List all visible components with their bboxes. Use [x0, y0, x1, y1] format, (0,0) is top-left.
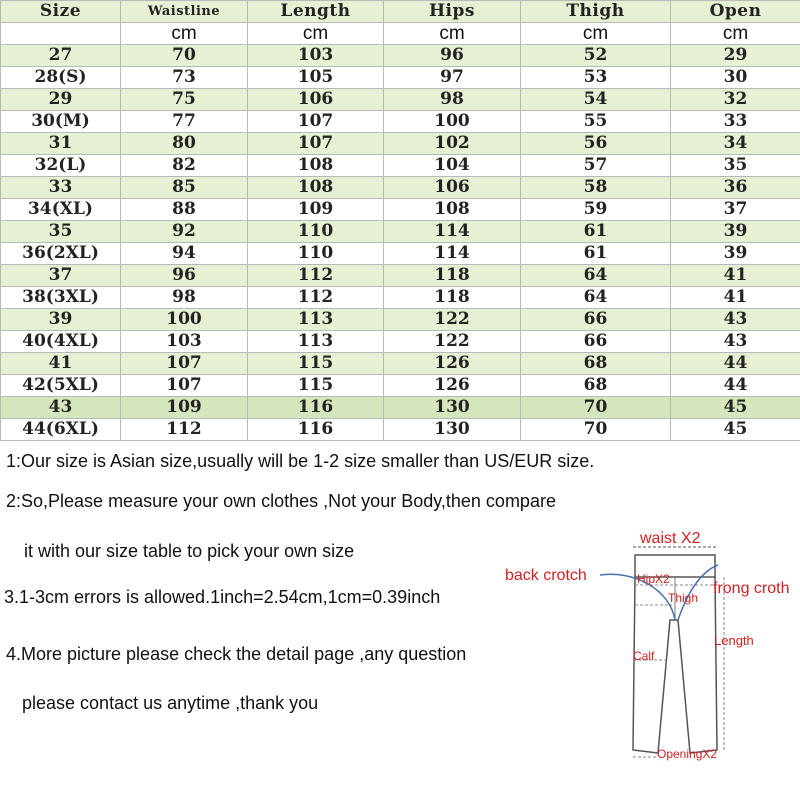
cell-thigh: 52 [521, 45, 671, 67]
header-open: Open [671, 1, 800, 23]
cell-length: 107 [248, 133, 384, 155]
cell-thigh: 68 [521, 375, 671, 397]
cell-open: 35 [671, 155, 800, 177]
table-row [1, 199, 800, 221]
note-error-tolerance: 3.1-3cm errors is allowed.1inch=2.54cm,1cm=0.39inch [4, 587, 441, 607]
cell-waistline: 100 [121, 309, 248, 331]
cell-size: 44(6XL) [1, 419, 121, 441]
cell-size: 27 [1, 45, 121, 67]
cell-hips: 104 [384, 155, 521, 177]
cell-size: 32(L) [1, 155, 121, 177]
cell-thigh: 54 [521, 89, 671, 111]
cell-length: 110 [248, 221, 384, 243]
cell-size: 34(XL) [1, 199, 121, 221]
cell-length: 113 [248, 331, 384, 353]
header-size: Size [1, 1, 121, 23]
cell-waistline: 73 [121, 67, 248, 89]
cell-size: 33 [1, 177, 121, 199]
cell-open: 44 [671, 375, 800, 397]
cell-size: 39 [1, 309, 121, 331]
note-asian-size: 1:Our size is Asian size,usually will be 1-2 size smaller than US/EUR size. [6, 451, 595, 471]
cell-open: 45 [671, 419, 800, 441]
cell-open: 32 [671, 89, 800, 111]
cell-thigh: 66 [521, 331, 671, 353]
note-more-pictures: 4.More picture please check the detail page ,any question [6, 644, 467, 664]
table-row [1, 243, 800, 265]
cell-waistline: 96 [121, 265, 248, 287]
cell-size: 36(2XL) [1, 243, 121, 265]
cell-open: 45 [671, 397, 800, 419]
cell-length: 116 [248, 397, 384, 419]
back-crotch-label: back crotch [505, 567, 587, 584]
cell-waistline: 107 [121, 353, 248, 375]
header-hips: Hips [384, 1, 521, 23]
cell-size: 35 [1, 221, 121, 243]
cell-thigh: 68 [521, 353, 671, 375]
cell-hips: 118 [384, 265, 521, 287]
thigh-label: Thigh [668, 591, 699, 605]
cell-open: 34 [671, 133, 800, 155]
cell-size: 37 [1, 265, 121, 287]
cell-size: 28(S) [1, 67, 121, 89]
cell-size: 41 [1, 353, 121, 375]
cell-thigh: 64 [521, 265, 671, 287]
cell-length: 108 [248, 155, 384, 177]
table-row [1, 309, 800, 331]
cell-thigh: 58 [521, 177, 671, 199]
cell-waistline: 70 [121, 45, 248, 67]
cell-open: 37 [671, 199, 800, 221]
cell-open: 43 [671, 309, 800, 331]
table-row [1, 45, 800, 67]
opening-label: OpeningX2 [657, 747, 718, 761]
cell-open: 29 [671, 45, 800, 67]
cell-waistline: 77 [121, 111, 248, 133]
cell-length: 105 [248, 67, 384, 89]
cell-thigh: 56 [521, 133, 671, 155]
cell-length: 116 [248, 419, 384, 441]
cell-open: cm [671, 23, 800, 45]
cell-hips: 97 [384, 67, 521, 89]
cell-hips: 126 [384, 375, 521, 397]
cell-open: 41 [671, 287, 800, 309]
cell-hips: 122 [384, 309, 521, 331]
cell-thigh: 70 [521, 419, 671, 441]
cell-length: 115 [248, 375, 384, 397]
cell-hips: 114 [384, 221, 521, 243]
cell-length: 103 [248, 45, 384, 67]
table-row [1, 419, 800, 441]
cell-waistline: 103 [121, 331, 248, 353]
cell-waistline: 94 [121, 243, 248, 265]
cell-hips: 96 [384, 45, 521, 67]
cell-size: 43 [1, 397, 121, 419]
cell-length: cm [248, 23, 384, 45]
cell-length: 113 [248, 309, 384, 331]
cell-hips: 130 [384, 397, 521, 419]
cell-size [1, 23, 121, 45]
cell-waistline: 92 [121, 221, 248, 243]
cell-hips: 108 [384, 199, 521, 221]
cell-waistline: 98 [121, 287, 248, 309]
cell-waistline: 75 [121, 89, 248, 111]
front-crotch-label: frong croth [713, 580, 790, 597]
note-compare-table: it with our size table to pick your own size [24, 541, 355, 561]
note-contact-us: please contact us anytime ,thank you [22, 693, 319, 713]
cell-waistline: cm [121, 23, 248, 45]
cell-size: 40(4XL) [1, 331, 121, 353]
cell-open: 39 [671, 243, 800, 265]
cell-hips: 114 [384, 243, 521, 265]
table-row [1, 331, 800, 353]
cell-thigh: cm [521, 23, 671, 45]
cell-thigh: 61 [521, 221, 671, 243]
cell-length: 108 [248, 177, 384, 199]
cell-waistline: 109 [121, 397, 248, 419]
table-row [1, 287, 800, 309]
cell-waistline: 80 [121, 133, 248, 155]
table-header-row [1, 1, 800, 23]
cell-hips: 130 [384, 419, 521, 441]
cell-waistline: 88 [121, 199, 248, 221]
table-row [1, 177, 800, 199]
table-row [1, 155, 800, 177]
cell-thigh: 66 [521, 309, 671, 331]
cell-hips: 100 [384, 111, 521, 133]
table-row [1, 133, 800, 155]
cell-thigh: 59 [521, 199, 671, 221]
cell-thigh: 61 [521, 243, 671, 265]
cell-hips: cm [384, 23, 521, 45]
cell-waistline: 107 [121, 375, 248, 397]
cell-length: 106 [248, 89, 384, 111]
cell-hips: 102 [384, 133, 521, 155]
table-row [1, 67, 800, 89]
table-row [1, 397, 800, 419]
length-label: Length [714, 633, 754, 648]
cell-length: 110 [248, 243, 384, 265]
cell-open: 33 [671, 111, 800, 133]
cell-length: 109 [248, 199, 384, 221]
note-measure-clothes: 2:So,Please measure your own clothes ,Not your Body,then compare [6, 491, 556, 511]
waist-label: waist X2 [640, 530, 701, 547]
pants-measurement-diagram [500, 525, 800, 800]
cell-open: 41 [671, 265, 800, 287]
cell-waistline: 82 [121, 155, 248, 177]
hip-label: HipX2 [637, 572, 670, 586]
cell-hips: 126 [384, 353, 521, 375]
table-row [1, 375, 800, 397]
cell-size: 31 [1, 133, 121, 155]
cell-open: 30 [671, 67, 800, 89]
cell-open: 44 [671, 353, 800, 375]
cell-open: 36 [671, 177, 800, 199]
cell-thigh: 70 [521, 397, 671, 419]
cell-size: 29 [1, 89, 121, 111]
table-row [1, 353, 800, 375]
cell-size: 42(5XL) [1, 375, 121, 397]
cell-length: 112 [248, 265, 384, 287]
cell-size: 30(M) [1, 111, 121, 133]
cell-length: 112 [248, 287, 384, 309]
cell-length: 107 [248, 111, 384, 133]
table-row [1, 89, 800, 111]
header-length: Length [248, 1, 384, 23]
cell-open: 39 [671, 221, 800, 243]
table-row [1, 111, 800, 133]
cell-hips: 98 [384, 89, 521, 111]
table-row [1, 221, 800, 243]
cell-thigh: 55 [521, 111, 671, 133]
cell-waistline: 112 [121, 419, 248, 441]
cell-thigh: 64 [521, 287, 671, 309]
table-row [1, 265, 800, 287]
header-thigh: Thigh [521, 1, 671, 23]
cell-hips: 118 [384, 287, 521, 309]
cell-length: 115 [248, 353, 384, 375]
cell-waistline: 85 [121, 177, 248, 199]
calf-label: Calf [633, 649, 655, 663]
table-units-row [1, 23, 800, 45]
cell-thigh: 57 [521, 155, 671, 177]
header-waistline: Waistline [121, 1, 248, 23]
cell-size: 38(3XL) [1, 287, 121, 309]
cell-hips: 106 [384, 177, 521, 199]
cell-thigh: 53 [521, 67, 671, 89]
cell-hips: 122 [384, 331, 521, 353]
cell-open: 43 [671, 331, 800, 353]
